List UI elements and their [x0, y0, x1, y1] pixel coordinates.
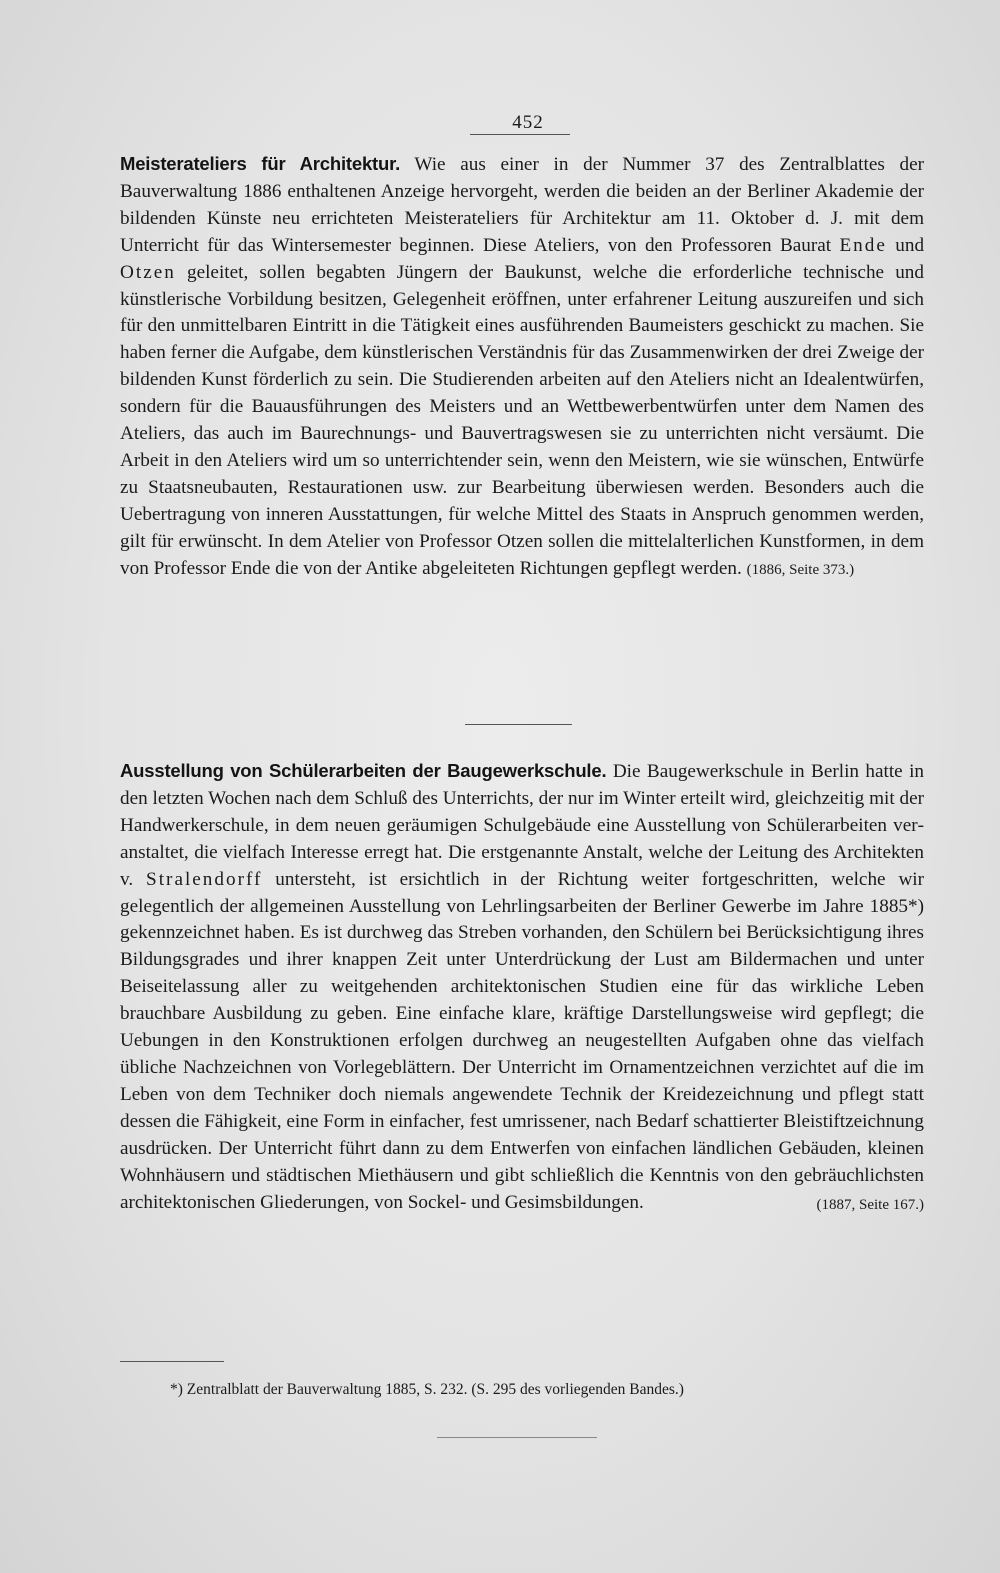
article-citation: (1887, Seite 167.): [816, 1196, 924, 1213]
page-number: 452: [512, 112, 544, 133]
bottom-rule: [437, 1437, 597, 1438]
page-number-rule: [470, 134, 570, 135]
article-baugewerkschule: [120, 758, 924, 1218]
article-text: Die Baugewerkschule in Berlin hatte in den letzten Wochen nach dem Schluß des Unterrichts, der nur im Winter erteilt wird, gleichzeitig mit der Handwerkerschule, in dem neuen geräumigen Schulgebäude eine Ausstellung von Schülerarbeiten veranstaltet, die vielfach Interesse erregt hat. Die erstgenannte Anstalt, welche der Leitung des Architekten v.: [120, 761, 924, 890]
article-text: und: [895, 234, 925, 256]
article-citation: (1886, Seite 373.): [746, 561, 855, 578]
footnote-rule: [120, 1361, 224, 1362]
article-headline: Ausstellung von Schülerarbeiten der Baugewerkschule.: [120, 760, 607, 781]
footnote: *) Zentralblatt der Bauverwaltung 1885, S. 232. (S. 295 des vorliegenden Bandes.): [170, 1381, 684, 1398]
person-name-spaced: Ende: [839, 234, 887, 256]
person-name-spaced: Otzen: [120, 261, 176, 283]
article-meisterateliers: [120, 151, 924, 584]
person-name-spaced: Stralendorff: [146, 868, 263, 890]
article-text: Wie aus einer in der Nummer 37 des Zentralblattes der Bauverwaltung 1886 enthaltenen Anzeige hervorgeht, werden die beiden an der Berliner Akademie der bildenden Künste neu errichteten Meisterateliers für Architektur am 11. Oktober d. J. mit dem Unterricht für das Wintersemester beginnen. Diese Ateliers, von den Professoren Baurat: [120, 154, 925, 256]
article-text: geleitet, sollen begabten Jüngern der Baukunst, welche die erforderliche technische und künstlerische Vorbildung besitzen, Gelegenheit eröffnen, unter erfahrener Leitung auszureifen und sich für den unmittelbaren Eintritt in die Tätigkeit eines ausführenden Baumeisters geschickt zu machen. Sie haben ferner die Aufgabe, dem künstlerischen Verständnis für das Zusammenwirken der drei Zweige der bildenden Kunst förderlich zu sein. Die Studierenden arbeiten auf den Ateliers nicht an Idealentwürfen, sondern für die Bauausführungen des Meisters und an Wettbewerbentwürfen unter dem Namen des Ateliers, das auch im Baurechnungs- und Bauvertragswesen sie zu unterrichten nicht versäumt. Die Arbeit in den Ateliers wird um so unterrichtender sein, wenn den Meistern, wie sie wünschen, Entwürfe zu Staatsneubauten, Restaurationen usw. zur Bearbeitung überwiesen werden. Besonders auch die Uebertragung von inneren Ausstattungen, für welche Mittel des Staats in Anspruch genommen werden, gilt für erwünscht. In dem Atelier von Professor Otzen sollen die mittelalterlichen Kunstformen, in dem von Professor Ende die von der Antike abgeleiteten Richtungen gepflegt werden.: [120, 261, 924, 579]
article-headline: Meisterateliers für Architektur.: [120, 153, 401, 174]
section-separator: [465, 724, 572, 725]
article-text: untersteht, ist ersichtlich in der Richtung weiter fortgeschritten, welche wir gelegentlich der allgemeinen Ausstellung von Lehrlingsarbeiten der Berliner Gewerbe im Jahre 1885*) gekennzeichnet haben. Es ist durchweg das Streben vorhanden, den Schülern bei Berücksichtigung ihres Bildungsgrades und ihrer knappen Zeit unter Unterdrückung der Lust am Bildermachen und unter Beiseitelassung aller zu weitgehenden architektonischen Studien eine für das wirkliche Leben brauchbare Ausbildung zu geben. Eine einfache klare, kräftige Darstellungsweise wird gepflegt; die Uebungen in den Konstruktionen erfolgen durchweg an neugestellten Aufgaben ohne das vielfach übliche Nachzeichnen von Vorlegeblättern. Der Unterricht im Ornamentzeichnen verzichtet auf die im Leben von dem Techniker doch niemals angewendete Technik der Kreidezeichnung und pflegt statt dessen die Fähigkeit, eine Form in einfacher, fest umrissener, nach Bedarf schattierter Bleistiftzeichnung ausdrücken. Der Unterricht führt dann zu dem Entwerfen von einfachen ländlichen Gebäuden, kleinen Wohnhäusern und städtischen Miethäusern und gibt schließlich die Kenntnis von den gebräuchlichsten architektonischen Gliederungen, von Sockel- und Gesimsbildungen.: [120, 868, 925, 1213]
